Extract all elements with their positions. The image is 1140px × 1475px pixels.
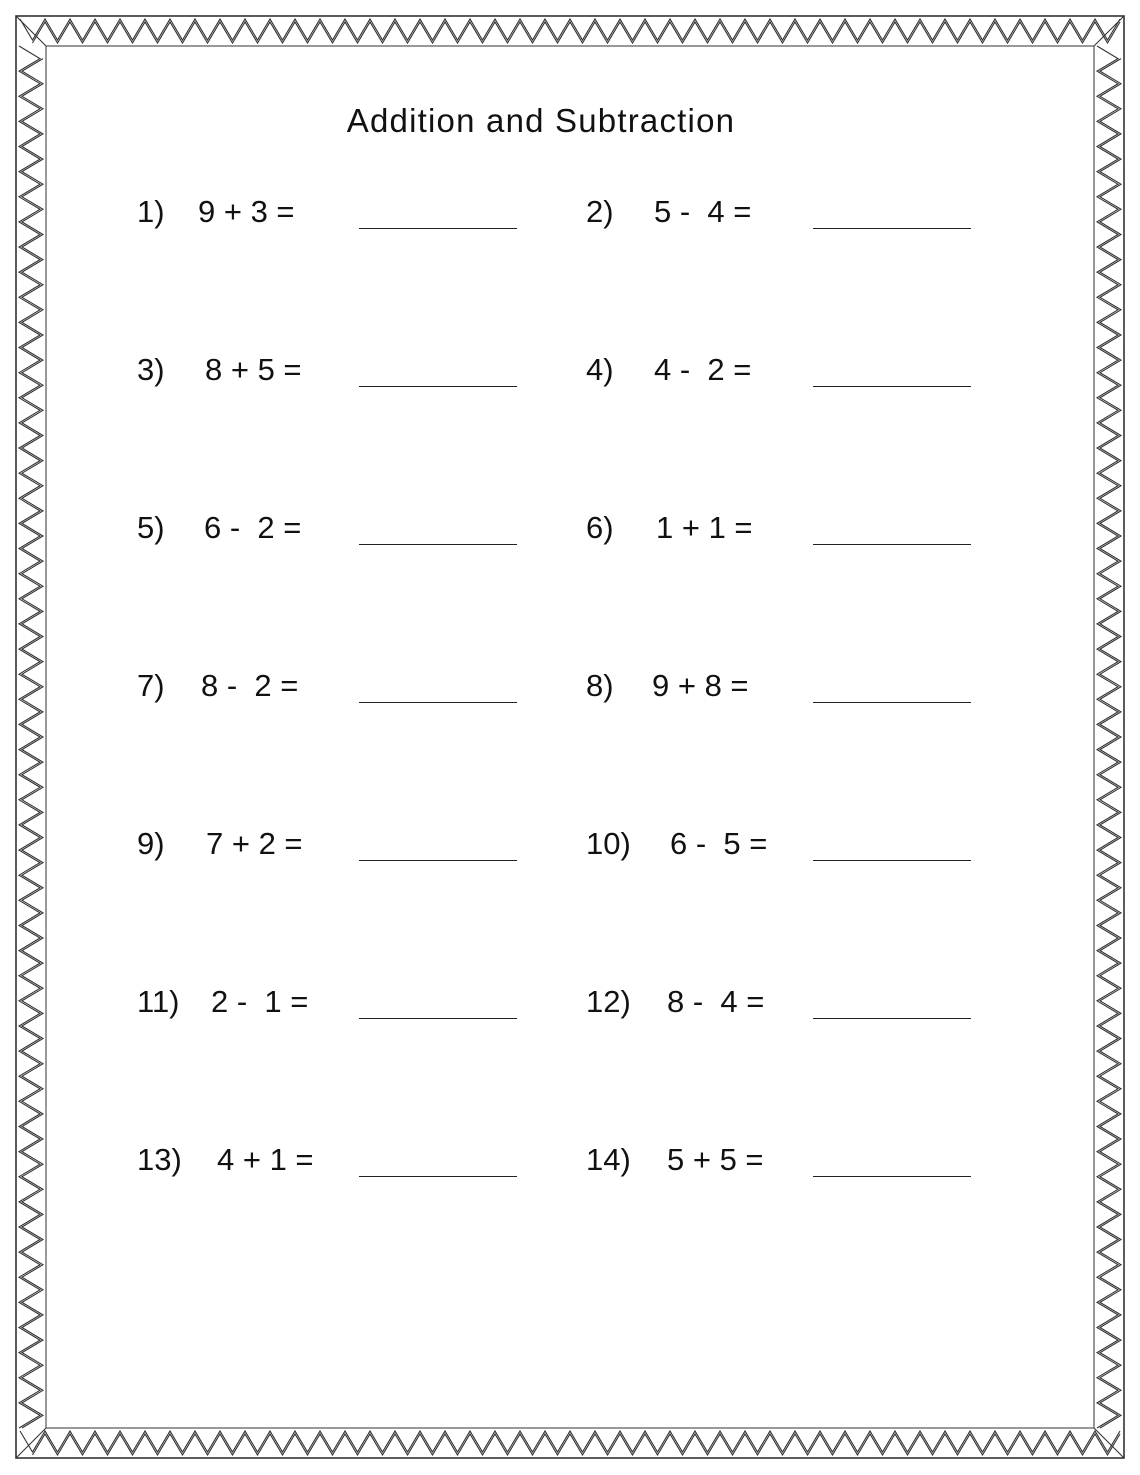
problem-expression: 4 - 2 = <box>654 352 752 387</box>
problem-expression: 9 + 3 = <box>198 194 295 229</box>
problem-4 <box>586 352 752 394</box>
problem-expression: 8 + 5 = <box>205 352 302 387</box>
answer-line[interactable] <box>359 1176 517 1177</box>
problem-9 <box>137 826 303 868</box>
problem-expression: 9 + 8 = <box>652 668 749 703</box>
problem-expression: 5 + 5 = <box>667 1142 764 1177</box>
problem-number: 9) <box>137 826 165 861</box>
answer-line[interactable] <box>813 1176 971 1177</box>
problem-expression: 5 - 4 = <box>654 194 752 229</box>
problem-number: 14) <box>586 1142 631 1177</box>
problem-number: 7) <box>137 668 165 703</box>
problem-12 <box>586 984 765 1026</box>
problem-number: 6) <box>586 510 614 545</box>
answer-line[interactable] <box>359 386 517 387</box>
answer-line[interactable] <box>359 702 517 703</box>
problem-6 <box>586 510 753 552</box>
answer-line[interactable] <box>813 386 971 387</box>
problem-number: 2) <box>586 194 614 229</box>
problem-number: 4) <box>586 352 614 387</box>
problem-5 <box>137 510 302 552</box>
problem-number: 5) <box>137 510 165 545</box>
problem-expression: 6 - 2 = <box>204 510 302 545</box>
problem-number: 1) <box>137 194 165 229</box>
problem-11 <box>137 984 309 1026</box>
problem-8 <box>586 668 749 710</box>
problem-expression: 8 - 2 = <box>201 668 299 703</box>
problem-2 <box>586 194 752 236</box>
answer-line[interactable] <box>359 860 517 861</box>
problem-1 <box>137 194 295 236</box>
answer-line[interactable] <box>813 702 971 703</box>
answer-line[interactable] <box>813 228 971 229</box>
problem-expression: 7 + 2 = <box>206 826 303 861</box>
problem-expression: 2 - 1 = <box>211 984 309 1019</box>
problem-expression: 4 + 1 = <box>217 1142 314 1177</box>
problem-number: 13) <box>137 1142 182 1177</box>
answer-line[interactable] <box>359 228 517 229</box>
problem-number: 3) <box>137 352 165 387</box>
problem-14 <box>586 1142 764 1184</box>
problem-expression: 1 + 1 = <box>656 510 753 545</box>
answer-line[interactable] <box>359 1018 517 1019</box>
problem-number: 8) <box>586 668 614 703</box>
answer-line[interactable] <box>813 544 971 545</box>
answer-line[interactable] <box>813 1018 971 1019</box>
problem-3 <box>137 352 302 394</box>
problem-number: 12) <box>586 984 631 1019</box>
problem-number: 11) <box>137 984 180 1019</box>
answer-line[interactable] <box>813 860 971 861</box>
problem-13 <box>137 1142 314 1184</box>
problem-number: 10) <box>586 826 631 861</box>
problem-10 <box>586 826 768 868</box>
problem-7 <box>137 668 299 710</box>
answer-line[interactable] <box>359 544 517 545</box>
problem-expression: 6 - 5 = <box>670 826 768 861</box>
problem-expression: 8 - 4 = <box>667 984 765 1019</box>
worksheet-title: Addition and Subtraction <box>346 102 736 139</box>
